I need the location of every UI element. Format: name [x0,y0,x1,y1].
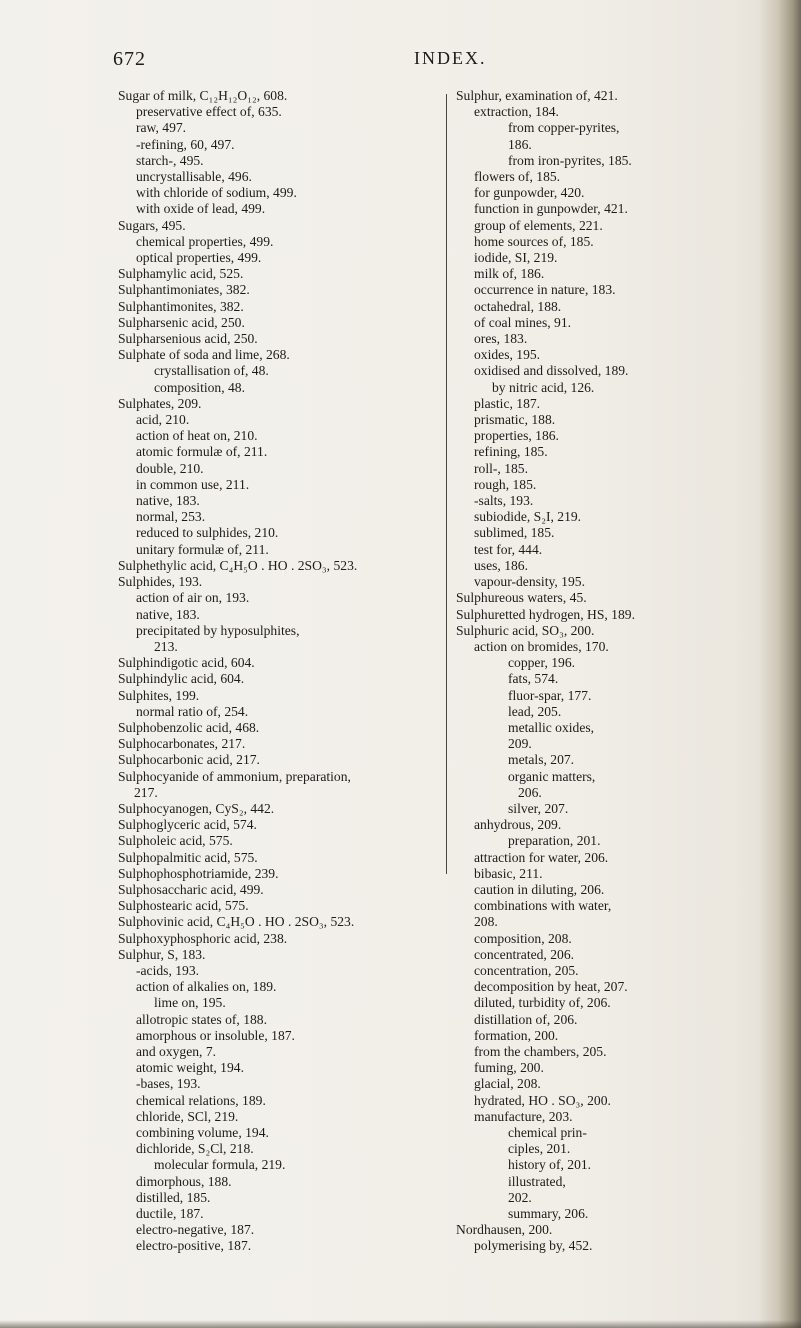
index-entry: test for, 444. [474,541,543,557]
index-entry: attraction for water, 206. [474,849,609,865]
index-entry: for gunpowder, 420. [474,185,585,201]
index-entry: formation, 200. [474,1027,559,1043]
index-entry: composition, 48. [154,379,246,395]
index-entry: Sulphate of soda and lime, 268. [118,347,290,363]
index-entry: 202. [508,1189,532,1205]
index-entry: Sulphocarbonates, 217. [118,736,246,752]
index-entry: atomic formulæ of, 211. [136,444,268,460]
index-entry: unitary formulæ of, 211. [136,541,269,557]
index-entry: chemical properties, 499. [136,233,274,249]
index-entry: anhydrous, 209. [474,817,562,833]
index-entry: -salts, 193. [474,493,534,509]
index-entry: history of, 201. [508,1157,592,1173]
page-edge-shadow [759,0,801,1328]
index-entry: properties, 186. [474,428,559,444]
index-entry: group of elements, 221. [474,217,603,233]
index-entry: Sulphureous waters, 45. [456,590,587,606]
index-entry: native, 183. [136,493,200,509]
index-entry: Sugar of milk, C₁₂H₁₂O₁₂, 608. [118,88,288,103]
index-entry: fluor-spar, 177. [508,687,592,703]
index-entry: flowers of, 185. [474,169,561,185]
index-entry: decomposition by heat, 207. [474,979,628,995]
index-entry: dimorphous, 188. [136,1173,232,1189]
index-entry: rough, 185. [474,476,537,492]
index-entry: Sulphoglyceric acid, 574. [118,817,257,833]
index-entry: ciples, 201. [508,1141,571,1157]
index-entry: with chloride of sodium, 499. [136,185,297,201]
index-entry: electro-positive, 187. [136,1238,252,1254]
index-entry: uncrystallisable, 496. [136,169,252,185]
index-column-right [456,88,768,1255]
index-entry: reduced to sulphides, 210. [136,525,279,541]
index-entry: Sulphostearic acid, 575. [118,898,249,914]
index-entry: Sulpholeic acid, 575. [118,833,233,849]
index-entry: lead, 205. [508,703,562,719]
running-title: INDEX. [414,48,487,68]
index-entry: iodide, SI, 219. [474,250,558,266]
index-entry: lime on, 195. [154,995,226,1011]
index-entry: home sources of, 185. [474,233,594,249]
index-entry: Sulpharsenic acid, 250. [118,314,245,330]
index-entry: from iron-pyrites, 185. [508,152,632,168]
index-entry: Sulphamylic acid, 525. [118,266,244,282]
index-entry: vapour-density, 195. [474,574,585,590]
index-entry: amorphous or insoluble, 187. [136,1027,295,1043]
index-entry: metallic oxides, [508,719,595,735]
index-entry: ductile, 187. [136,1206,204,1222]
index-entry: copper, 196. [508,655,576,671]
index-entry: octahedral, 188. [474,298,562,314]
index-entry: Sulphobenzolic acid, 468. [118,719,260,735]
index-entry: oxides, 195. [474,347,541,363]
index-entry: Sugars, 495. [118,217,186,233]
index-entry: fats, 574. [508,671,559,687]
index-entry: occurrence in nature, 183. [474,282,616,298]
index-entry: Sulphates, 209. [118,395,202,411]
column-divider [446,94,447,874]
index-entry: chloride, SCl, 219. [136,1108,239,1124]
index-entry: normal ratio of, 254. [136,703,249,719]
index-entry: action of air on, 193. [136,590,250,606]
index-entry: combining volume, 194. [136,1125,269,1140]
index-entry: action of alkalies on, 189. [136,979,277,995]
index-entry: function in gunpowder, 421. [474,201,628,217]
index-entry: allotropic states of, 188. [136,1011,267,1027]
index-entry: acid, 210. [136,412,190,428]
index-entry: atomic weight, 194. [136,1060,244,1076]
index-entry: concentrated, 206. [474,946,575,962]
index-entry: Sulphur, S, 183. [118,946,206,962]
index-entry: chemical relations, 189. [136,1092,266,1108]
index-entry: Sulphethylic acid, C₄H₅O . HO . 2SO₃, 523. [118,557,358,573]
index-entry: chemical prin- [508,1125,587,1140]
index-entry: Sulphites, 199. [118,687,200,703]
index-entry: sublimed, 185. [474,525,555,541]
index-entry: preservative effect of, 635. [136,104,282,120]
index-entry: manufacture, 203. [474,1108,573,1124]
index-entry: Sulphindigotic acid, 604. [118,655,255,671]
index-entry: crystallisation of, 48. [154,363,269,379]
index-entry: double, 210. [136,460,204,476]
index-entry: raw, 497. [136,120,187,136]
index-entry: distilled, 185. [136,1189,211,1205]
index-entry: 206. [518,784,542,800]
index-entry: organic matters, [508,768,596,784]
index-entry: uses, 186. [474,557,528,573]
index-entry: 186. [508,136,532,152]
index-entry: 209. [508,736,532,752]
index-entry: 217. [134,784,158,800]
index-entry: and oxygen, 7. [136,1043,217,1059]
index-entry: silver, 207. [508,800,569,816]
index-entry: -acids, 193. [136,962,200,978]
index-entry: Sulphopalmitic acid, 575. [118,849,258,865]
index-entry: Sulphocyanide of ammonium, preparation, [118,768,351,784]
index-entry: Sulphovinic acid, C₄H₅O . HO . 2SO₃, 523. [118,914,355,930]
index-entry: dichloride, S₂Cl, 218. [136,1141,254,1157]
index-entry: subiodide, S₂I, 219. [474,509,582,525]
index-entry: Sulphur, examination of, 421. [456,88,618,103]
index-entry: 208. [474,914,498,930]
index-entry: extraction, 184. [474,104,559,120]
index-entry: Sulphuretted hydrogen, HS, 189. [456,606,635,622]
index-entry: Sulphantimonites, 382. [118,298,244,314]
index-entry: Sulphuric acid, SO₃, 200. [456,622,595,638]
index-entry: Sulphoxyphosphoric acid, 238. [118,930,288,946]
index-entry: action on bromides, 170. [474,638,609,654]
index-entry: from copper-pyrites, [508,120,620,136]
index-entry: fuming, 200. [474,1060,544,1076]
index-entry: starch-, 495. [136,152,204,168]
index-entry: Sulphantimoniates, 382. [118,282,250,298]
index-entry: summary, 206. [508,1206,589,1222]
index-entry: illustrated, [508,1173,566,1189]
index-entry: Nordhausen, 200. [456,1222,553,1238]
index-entry: in common use, 211. [136,476,250,492]
index-entry: by nitric acid, 126. [492,379,595,395]
page-bottom-shadow [0,1320,801,1328]
index-entry: Sulphosaccharic acid, 499. [118,881,264,897]
index-entry: Sulphocarbonic acid, 217. [118,752,260,768]
index-entry: hydrated, HO . SO₃, 200. [474,1092,611,1108]
index-entry: molecular formula, 219. [154,1157,286,1173]
index-entry: preparation, 201. [508,833,601,849]
index-entry: milk of, 186. [474,266,545,282]
index-entry: Sulpharsenious acid, 250. [118,331,258,347]
index-entry: with oxide of lead, 499. [136,201,266,217]
index-entry: metals, 207. [508,752,575,768]
index-entry: 213. [154,638,178,654]
index-entry: combinations with water, [474,898,612,914]
index-entry: Sulphophosphotriamide, 239. [118,865,279,881]
index-entry: distillation of, 206. [474,1011,578,1027]
index-entry: from the chambers, 205. [474,1043,607,1059]
index-entry: bibasic, 211. [474,865,543,881]
index-entry: caution in diluting, 206. [474,881,605,897]
index-entry: optical properties, 499. [136,250,262,266]
index-entry: diluted, turbidity of, 206. [474,995,611,1011]
index-entry: of coal mines, 91. [474,314,572,330]
index-entry: plastic, 187. [474,395,541,411]
index-entry: ores, 183. [474,331,528,347]
index-entry: -refining, 60, 497. [136,136,235,152]
index-entry: roll-, 185. [474,460,528,476]
index-entry: Sulphocyanogen, CyS₂, 442. [118,800,275,816]
index-entry: precipitated by hyposulphites, [136,622,300,638]
index-entry: prismatic, 188. [474,412,556,428]
index-entry: Sulphindylic acid, 604. [118,671,245,687]
index-entry: oxidised and dissolved, 189. [474,363,629,379]
index-entry: electro-negative, 187. [136,1222,255,1238]
page-number: 672 [113,48,146,70]
page-header [0,48,801,74]
index-entry: composition, 208. [474,930,572,946]
index-entry: Sulphides, 193. [118,574,203,590]
index-entry: polymerising by, 452. [474,1238,593,1254]
index-entry: concentration, 205. [474,962,579,978]
index-entry: glacial, 208. [474,1076,541,1092]
index-entry: normal, 253. [136,509,206,525]
index-column-left [118,88,444,1255]
index-entry: refining, 185. [474,444,548,460]
index-entry: -bases, 193. [136,1076,201,1092]
index-entry: action of heat on, 210. [136,428,258,444]
index-entry: native, 183. [136,606,200,622]
